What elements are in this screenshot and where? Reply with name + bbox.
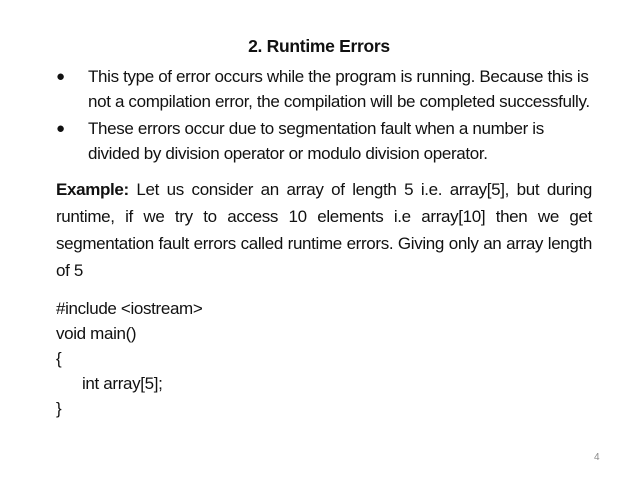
code-block [56, 296, 596, 421]
example-paragraph [56, 176, 592, 284]
code-line-include: #include <iostream> [56, 299, 203, 318]
example-label: Example: [56, 180, 129, 199]
code-line-main: void main() [56, 324, 137, 343]
code-line-close-brace: } [56, 399, 62, 418]
code-line-array-decl: int array[5]; [82, 374, 163, 393]
page-number: 4 [594, 452, 600, 463]
bullet-item [56, 116, 596, 166]
example-text: Let us consider an array of length 5 i.e. array[5], but during runtime, if we try to access 10 elements i.e array[10] then we get segmentation fault errors called runtime errors. Giving only an array length of 5 [56, 180, 592, 280]
code-line-open-brace: { [56, 349, 62, 368]
slide-title: 2. Runtime Errors [248, 36, 390, 56]
bullet-list [56, 64, 596, 168]
bullet-item [56, 64, 596, 114]
bullet-text: This type of error occurs while the program is running. Because this is not a compilation error, the compilation will be completed successfully. [88, 67, 590, 111]
bullet-text: These errors occur due to segmentation fault when a number is divided by division operator or modulo division operator. [88, 119, 544, 163]
bullet-icon: ● [56, 68, 65, 85]
bullet-icon: ● [56, 120, 65, 137]
